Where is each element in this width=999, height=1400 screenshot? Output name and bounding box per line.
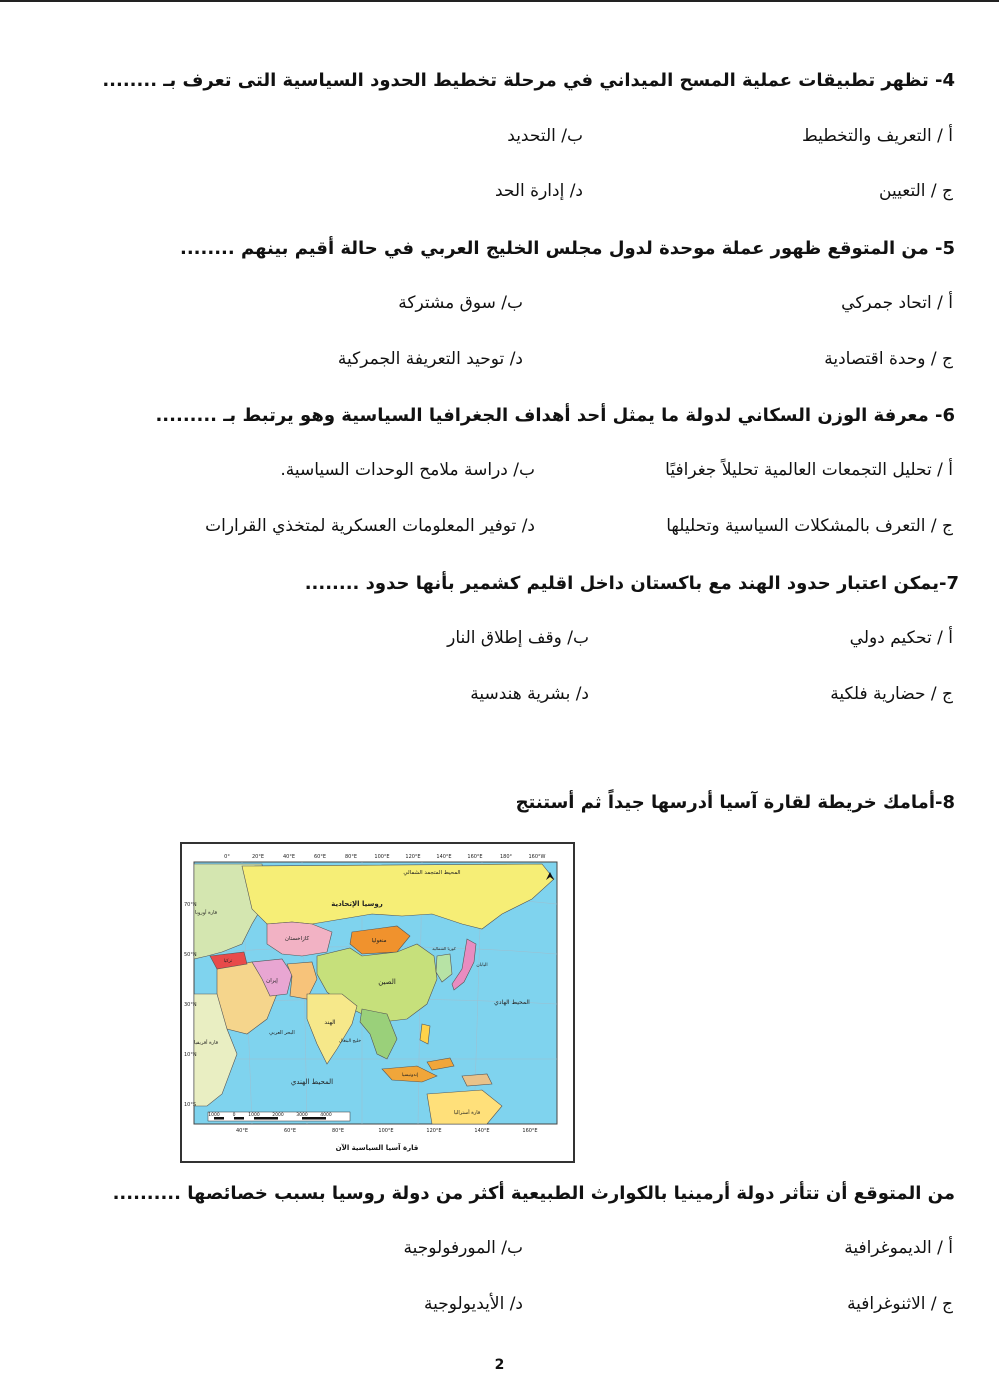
q7-option-b[interactable]: ب/ وقف إطلاق النار xyxy=(447,628,589,648)
map-label-europe: قارة أوروبا xyxy=(194,910,218,916)
q6-option-d[interactable]: د/ توفير المعلومات العسكرية لمتخذي القرارات xyxy=(205,516,535,536)
q4-option-a[interactable]: أ / التعريف والتخطيط xyxy=(801,126,953,146)
map-top-tick: 160°W xyxy=(528,854,546,860)
q9-option-c[interactable]: ج / الاثنوغرافية xyxy=(847,1294,953,1314)
map-scale-tick: 1000 xyxy=(208,1113,220,1118)
map-new-guinea xyxy=(462,1074,492,1086)
map-scale-tick: 1000 xyxy=(248,1113,260,1118)
map-label-indian-ocean: المحيط الهندي xyxy=(290,1078,334,1086)
map-bottom-tick: 140°E xyxy=(474,1128,490,1134)
map-top-tick: 20°E xyxy=(251,854,265,860)
q9-option-a[interactable]: أ / الديموغرافية xyxy=(844,1238,953,1258)
map-top-tick: 160°E xyxy=(467,854,483,860)
question-5-text: 5- من المتوقع ظهور عملة موحدة لدول مجلس الخليج العربي في حالة أقيم بينهم ........ xyxy=(180,238,955,259)
question-4-text: 4- تظهر تطبيقات عملية المسح الميداني في مرحلة تخطيط الحدود السياسية التى تعرف بـ ........ xyxy=(102,70,955,91)
q4-option-b[interactable]: ب/ التحديد xyxy=(507,126,583,146)
q9-option-d[interactable]: د/ الأيديولوجية xyxy=(423,1294,523,1314)
map-label-bay-of-bengal: خليج البنغال xyxy=(338,1039,362,1044)
map-scale-bar xyxy=(208,1112,350,1121)
map-top-tick: 100°E xyxy=(374,854,390,860)
map-left-tick: 70°N xyxy=(184,902,197,908)
q5-option-c[interactable]: ج / وحدة اقتصادية xyxy=(824,349,953,369)
question-7-text: 7-يمكن اعتبار حدود الهند مع باكستان داخل اقليم كشمير بأنها حدود ........ xyxy=(304,573,959,594)
map-left-tick: 10°N xyxy=(184,1052,197,1058)
map-label-mongolia: منغوليا xyxy=(371,938,387,944)
map-label-australia: قارة أستراليا xyxy=(453,1110,481,1116)
map-left-tick: 50°N xyxy=(184,952,197,958)
map-label-arabian-sea: البحر العربي xyxy=(269,1030,295,1036)
q7-option-d[interactable]: د/ بشرية هندسية xyxy=(470,684,589,704)
q6-option-b[interactable]: ب/ دراسة ملامح الوحدات السياسية. xyxy=(280,460,535,480)
map-scale-tick: 0 xyxy=(232,1113,236,1118)
map-label-north-korea: كوريا الشمالية xyxy=(432,946,456,951)
map-svg xyxy=(182,844,573,1161)
map-bottom-tick: 80°E xyxy=(331,1128,345,1134)
map-top-tick: 60°E xyxy=(313,854,327,860)
q4-option-c[interactable]: ج / التعيين xyxy=(879,181,953,201)
map-label-iran: إيران xyxy=(266,978,278,984)
map-label-kazakhstan: كازاخستان xyxy=(284,936,310,942)
map-bottom-tick: 60°E xyxy=(283,1128,297,1134)
map-label-turkey: تركيا xyxy=(223,959,233,964)
q5-option-b[interactable]: ب/ سوق مشتركة xyxy=(398,293,523,313)
map-bottom-tick: 40°E xyxy=(235,1128,249,1134)
map-label-africa: قارة أفريقيا xyxy=(193,1040,219,1046)
question-8-text: 8-أمامك خريطة لقارة آسيا أدرسها جيداً ثم أستنتج xyxy=(515,792,955,813)
map-top-tick: 120°E xyxy=(405,854,421,860)
map-label-india: الهند xyxy=(324,1019,336,1026)
q7-option-c[interactable]: ج / حضارية فلكية xyxy=(830,684,953,704)
map-label-japan: اليابان xyxy=(476,963,488,968)
q7-option-a[interactable]: أ / تحكيم دولي xyxy=(849,628,953,648)
q5-option-a[interactable]: أ / اتحاد جمركي xyxy=(841,293,953,313)
q5-option-d[interactable]: د/ توحيد التعريفة الجمركية xyxy=(337,349,523,369)
top-rule xyxy=(0,0,999,2)
map-top-tick: 140°E xyxy=(436,854,452,860)
map-label-russia: روسيا الإتحادية xyxy=(331,900,383,908)
q6-option-c[interactable]: ج / التعرف بالمشكلات السياسية وتحليلها xyxy=(666,516,953,536)
map-label-china: الصين xyxy=(378,978,396,986)
map-philippines xyxy=(420,1024,430,1044)
map-scale-tick: 2000 xyxy=(272,1113,284,1118)
map-top-tick: 80°E xyxy=(344,854,358,860)
page-number: 2 xyxy=(494,1357,505,1373)
map-left-tick: 10°S xyxy=(184,1102,197,1108)
question-6-text: 6- معرفة الوزن السكاني لدولة ما يمثل أحد أهداف الجغرافيا السياسية وهو يرتبط بـ ......... xyxy=(155,405,955,426)
map-caption: قارة آسيا السياسية الآن xyxy=(335,1144,419,1152)
q6-option-a[interactable]: أ / تحليل التجمعات العالمية تحليلاً جغرافيًا xyxy=(665,460,953,480)
map-label-pacific: المحيط الهادي xyxy=(494,999,530,1006)
question-9-text: من المتوقع أن تتأثر دولة أرمينيا بالكوارث الطبيعية أكثر من دولة روسيا بسبب خصائصها .......... xyxy=(112,1183,955,1204)
asia-political-map xyxy=(180,842,575,1163)
q9-option-b[interactable]: ب/ المورفولوجية xyxy=(403,1238,523,1258)
map-bottom-tick: 120°E xyxy=(426,1128,442,1134)
map-bottom-tick: 160°E xyxy=(522,1128,538,1134)
map-label-arctic: المحيط المتجمد الشمالي xyxy=(403,870,461,876)
map-bottom-tick: 100°E xyxy=(378,1128,394,1134)
map-top-tick: 180° xyxy=(499,854,513,860)
map-top-tick: 0° xyxy=(224,854,230,860)
map-scale-tick: 3000 xyxy=(296,1113,308,1118)
map-left-tick: 30°N xyxy=(184,1002,197,1008)
map-top-tick: 40°E xyxy=(282,854,296,860)
map-label-indonesia: إندونيسيا xyxy=(401,1073,419,1078)
map-scale-tick: 4000 xyxy=(320,1113,332,1118)
q4-option-d[interactable]: د/ إدارة الحد xyxy=(494,181,583,201)
